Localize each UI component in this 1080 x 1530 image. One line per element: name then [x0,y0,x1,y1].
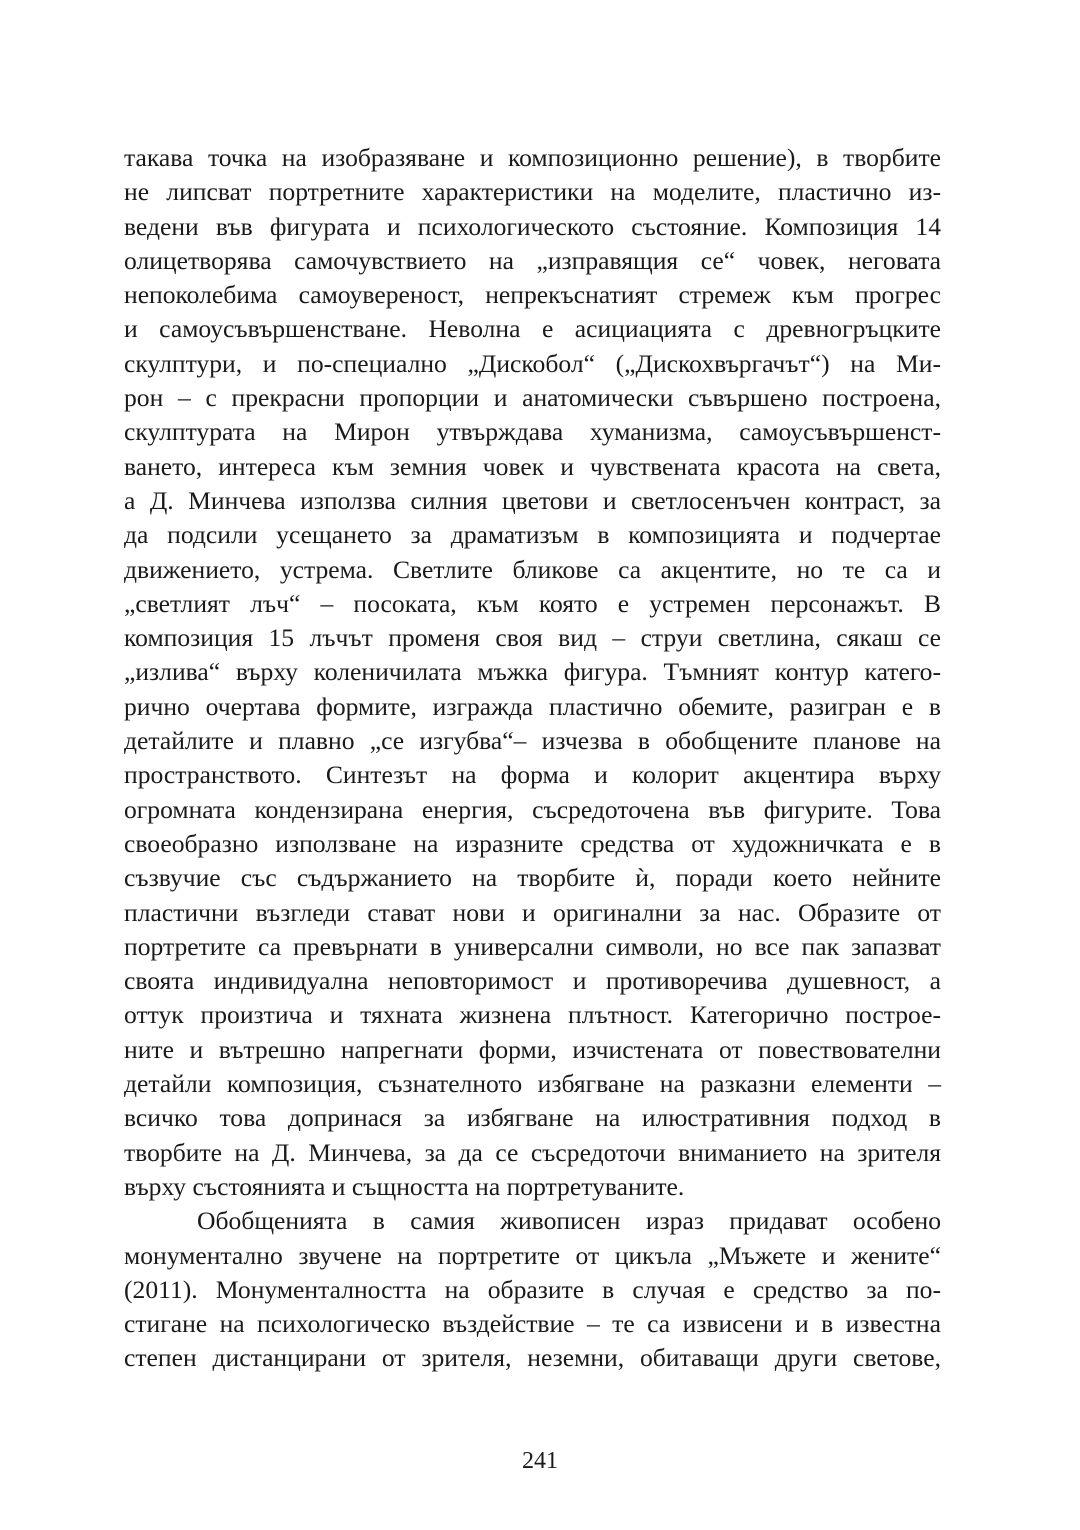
text-line: „излива“ върху коленичилата мъжка фигура. Тъмният контур катего- [124,657,941,687]
text-line: Обобщенията в самия живописен израз придават особено [197,1206,941,1236]
body-text [124,141,941,1376]
text-line: да подсили усещането за драматизъм в композицията и подчертае [124,520,941,550]
text-line: портретите са превърнати в универсални символи, но все пак запазват [124,931,941,961]
text-line: а Д. Минчева използва силния цветови и светлосенъчен контраст, за [124,485,941,515]
text-line: композиция 15 лъчът променя своя вид – струи светлина, сякаш се [124,623,941,653]
text-line: детайлите и плавно „се изгубва“– изчезва в обобщените планове на [124,726,941,756]
text-line: монументално звучене на портретите от цикъла „Мъжете и жените“ [124,1240,941,1270]
text-line: такава точка на изобразяване и композиционно решение), в творбите [124,143,941,172]
text-line: творбите на Д. Минчева, за да се съсредоточи вниманието на зрителя [124,1137,941,1167]
paragraph-1 [124,141,941,1204]
text-line: скулптури, и по-специално „Дискобол“ („Дискохвъргачът“) на Ми- [124,348,941,378]
text-line: скулптурата на Мирон утвърждава хуманизма, самоусъвършенст- [124,417,941,447]
text-line: и самоусъвършенстване. Неволна е асициацията с древногръцките [124,314,941,344]
text-line: рично очертава формите, изгражда пластично обемите, разигран е в [124,691,941,721]
text-line: детайли композиция, съзнателното избягване на разказни елементи – [124,1069,941,1099]
text-line: своята индивидуална неповторимост и противоречива душевност, а [124,966,941,996]
text-line: своеобразно използване на изразните средства от художничката е в [124,828,941,858]
text-line: степен дистанцирани от зрителя, неземни, обитаващи други светове, [124,1343,941,1373]
text-line: стигане на психологическо въздействие – те са извисени и в известна [124,1309,941,1339]
text-line: оттук произтича и тяхната жизнена плътност. Категорично построе- [124,1000,941,1030]
text-line: непоколебима самоувереност, непрекъснатият стремеж към прогрес [124,280,941,310]
text-line: съзвучие със съдържанието на творбите ѝ, поради което нейните [124,863,941,893]
text-line: ведени във фигурата и психологическото състояние. Композиция 14 [124,211,941,241]
text-line: огромната кондензирана енергия, съсредоточена във фигурите. Това [124,794,941,824]
text-line: пространството. Синтезът на форма и колорит акцентира върху [124,760,941,790]
text-line: ването, интереса към земния човек и чувствената красота на света, [124,451,941,481]
paragraph-2 [124,1204,941,1375]
text-line: върху състоянията и същността на портретуваните. [124,1171,685,1201]
text-line: не липсват портретните характеристики на моделите, пластично из- [124,177,941,207]
text-line: рон – с прекрасни пропорции и анатомически съвършено построена, [124,383,941,413]
text-line: олицетворява самочувствието на „изправящия се“ човек, неговата [124,245,941,275]
text-line: пластични възгледи стават нови и оригинални за нас. Образите от [124,897,941,927]
text-line: „светлият лъч“ – посоката, към която е устремен персонажът. В [124,588,941,618]
text-line: (2011). Монументалността на образите в случая е средство за по- [124,1274,941,1304]
page-number: 241 [522,1448,558,1474]
text-line: ните и вътрешно напрегнати форми, изчистената от повествователни [124,1034,941,1064]
text-line: всичко това допринася за избягване на илюстративния подход в [124,1103,941,1133]
text-line: движението, устрема. Светлите бликове са акцентите, но те са и [124,554,941,584]
